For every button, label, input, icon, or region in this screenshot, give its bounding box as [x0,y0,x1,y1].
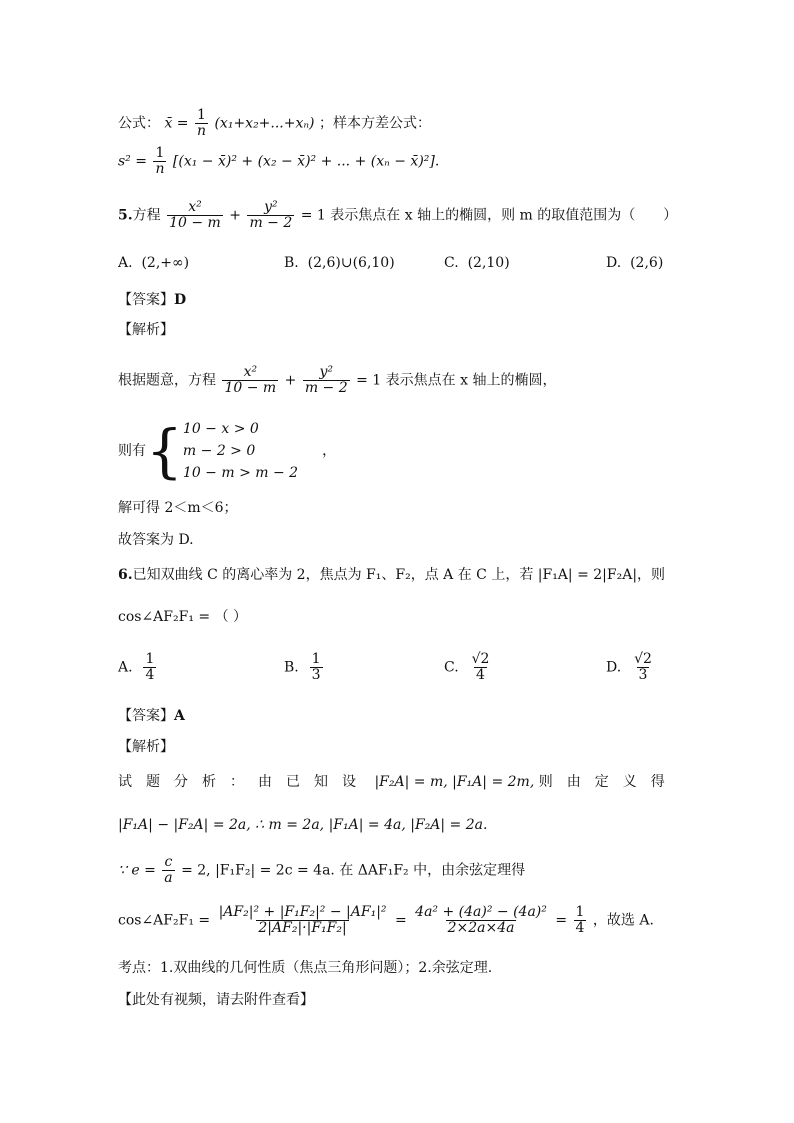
q6-solution-line2: |F₁A| − |F₂A| = 2a, ∴ m = 2a, |F₁A| = 4a, |F₂A| = 2a. [118,817,488,833]
fraction: $\frac{1}{n}$ [196,107,207,139]
q5-option-c: C. (2,10) [444,255,510,271]
q6-analysis-tag: 【解析】 [118,739,174,755]
q6-solution-line4: cos∠AF₂F₁ = $\frac{\text{|AF₂|² + |F₁F₂|² − |AF₁|²}}{\text{2|AF₂|·|F₁F₂|}}$ = $\frac{\text{4a² + (4a)² − (4a)²}}{2\times 2a\times 4a}$ = $\frac{1}{4}$ ，故选 A. [118,904,654,936]
q5-answer: 【答案】D [118,292,187,308]
q6-option-c: C. $\frac{√2}{4}$ [444,651,490,683]
q6-kaodian: 考点：1.双曲线的几何性质（焦点三角形问题）；2.余弦定理. [118,960,493,976]
q5-solution-system: 则有{ 10 − x > 0 m − 2 > 0 10 − m > m − 2 ， [118,417,337,485]
q5-option-b: B. (2,6)∪(6,10) [284,255,395,271]
q6-stem-line1: 6.已知双曲线 C 的离心率为 2，焦点为 F₁、F₂，点 A 在 C 上，若 |F₁A| = 2|F₂A|，则 [118,567,666,583]
q6-stem-line2: cos∠AF₂F₁ = （ ） [118,609,248,625]
q5-stem: 5.方程 $\frac{\text{x²}}{10 - m}$ + $\frac{\text{y²}}{m - 2}$ = 1 表示焦点在 x 轴上的椭圆，则 m 的取值范围为（ ） [118,199,678,231]
q5-solution-line3: 解可得 2＜m＜6； [118,500,238,516]
q6-solution-line3: ∵ e = $\frac{c}{a}$ = 2, |F₁F₂| = 2c = 4a. 在 ΔAF₁F₂ 中，由余弦定理得 [118,854,526,886]
q6-option-b: B. $\frac{1}{3}$ [284,651,321,683]
q6-answer: 【答案】A [118,708,185,724]
video-note: 【此处有视频，请去附件查看】 [118,992,314,1008]
q5-option-a: A. (2,+∞) [118,255,190,271]
formula-variance: s² = $\frac{1}{n}$ [(x₁ − x̄)² + (x₂ − x̄)² + ... + (xₙ − x̄)²]. [118,145,440,177]
q6-option-d: D. $\frac{√2}{3}$ [606,651,652,683]
q5-solution-line4: 故答案为 D. [118,532,194,548]
q6-option-a: A. $\frac{1}{4}$ [118,651,155,683]
formula-mean: 公式： x̄ = $\frac{1}{n}$ (x₁+x₂+...+xₙ) ；样本方差公式： [118,107,431,139]
q5-solution-line1: 根据题意，方程 $\frac{\text{x²}}{10 - m}$ + $\frac{\text{y²}}{m - 2}$ = 1 表示焦点在 x 轴上的椭圆， [118,364,557,396]
left-brace: { [146,417,183,485]
q5-option-d: D. (2,6) [606,255,664,271]
fraction: $\frac{1}{n}$ [155,145,165,177]
q5-analysis-tag: 【解析】 [118,322,174,338]
q6-solution-line1: 试题分析：由已知设 |F₂A| = m, |F₁A| = 2m, 则由定义得 [118,774,679,790]
